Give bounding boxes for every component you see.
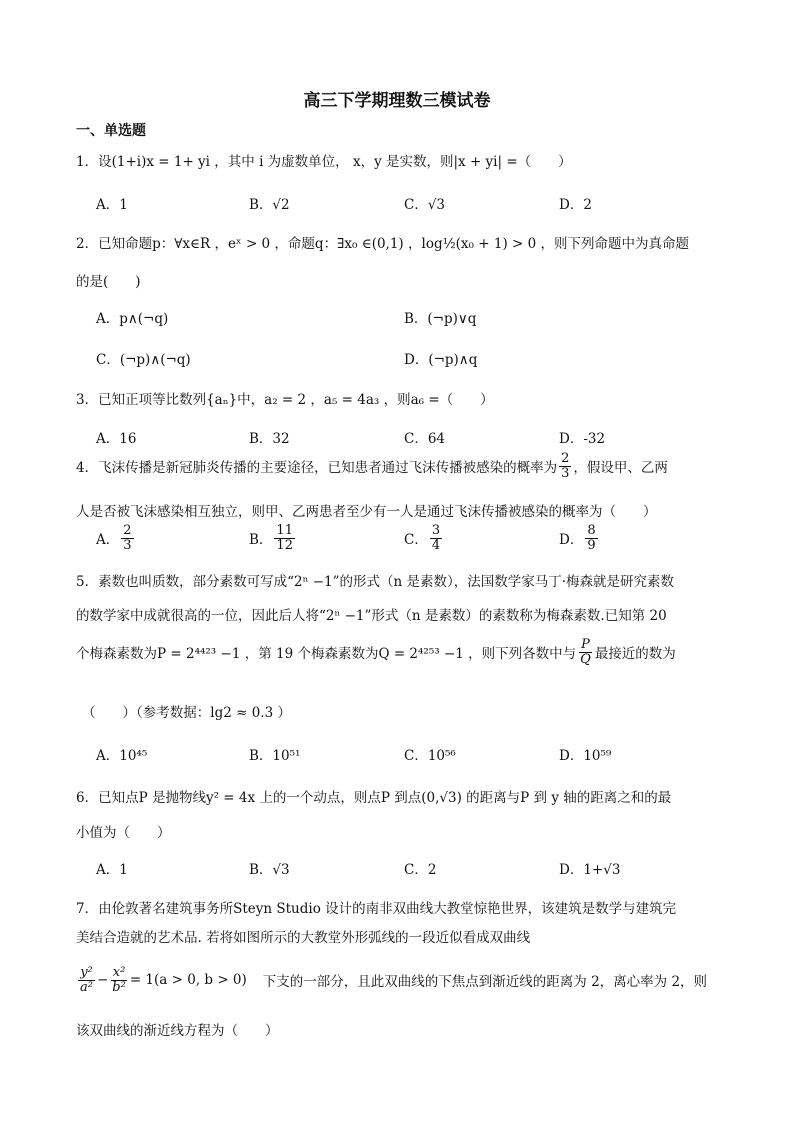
q4-a-num: 2 [123,523,132,538]
question-5-line-3 [76,638,726,666]
question-2-line-1: 2．已知命题p：∀x∈R ，eˣ > 0 ，命题q：∃x₀ ∈(0,1) ，log½(x₀ + 1) > 0 ，则下列命题中为真命题 [76,236,689,252]
q4-option-b-fraction [274,524,295,552]
question-7-line-2: 美结合造就的艺术品. 若将如图所示的大教堂外形弧线的一段近似看成双曲线 [76,930,531,946]
q1-option-b: B．√2 [249,197,290,213]
q6-option-a: A．1 [96,862,128,878]
q2-option-d: D．(¬p)∧q [404,352,478,368]
q3-option-d: D．-32 [559,431,606,447]
q4-a-den: 3 [123,537,132,553]
q1-option-d: D．2 [559,197,592,213]
question-6-line-1: 6．已知点P 是抛物线y² = 4x 上的一个动点，则点P 到点(0,√3) 的距离与P 到 y 轴的距离之和的最 [76,790,672,806]
q4-frac-den: 3 [561,465,570,481]
section-heading: 一、单选题 [76,123,146,139]
q4-option-b-label: B． [249,532,273,549]
q1-option-c: C．√3 [404,197,446,213]
q5-frac-den: Q [580,651,591,667]
q4-b-den: 12 [276,537,293,553]
q3-option-c: C．64 [404,431,446,447]
q4-option-a-label: A． [96,532,120,549]
q5-pq-fraction [578,638,593,666]
q4-c-den: 4 [431,537,441,553]
q3-option-a: A．16 [96,431,137,447]
q4-option-c-fraction [430,524,442,552]
q4-d-num: 8 [587,523,596,538]
q6-option-c: C．2 [404,862,437,878]
question-6-line-2: 小值为（ ） [76,825,171,841]
q7-x-den: b² [112,979,126,995]
q4-b-num: 11 [276,523,293,538]
q7-minus-sign: − [96,972,109,989]
q4-option-c [404,524,444,552]
q4-option-d-label: D． [559,532,584,549]
q5-option-a: A．10⁴⁵ [96,748,148,764]
q7-equation-rest: = 1(a > 0, b > 0) [129,972,247,989]
question-4-line-2: 人是否被飞沫感染相互独立，则甲、乙两患者至少有一人是通过飞沫传播被感染的概率为（ ） [76,504,657,520]
question-1-text: 1．设(1+i)x = 1+ yi ，其中 i 为虚数单位， x，y 是实数，则|x + yi| =（ ） [76,154,572,170]
q1-option-a: A．1 [96,197,128,213]
question-7-line-1: 7．由伦敦著名建筑事务所Steyn Studio 设计的南非双曲线大教堂惊艳世界，该建筑是数学与建筑完 [76,901,677,917]
q4-d-den: 9 [587,537,596,553]
q4-option-d-fraction [585,524,597,552]
q5-option-d: D．10⁵⁹ [559,748,612,764]
question-4-line-1 [76,452,726,480]
q7-hyperbola-equation [76,966,707,994]
q7-x-num: x² [112,965,126,980]
question-3-text: 3．已知正项等比数列{aₙ}中，a₂ = 2 ，a₅ = 4a₃ ，则a₆ =（ ） [76,392,494,408]
question-2-line-2: 的是( ) [76,274,141,290]
q4-option-c-label: C． [404,532,428,549]
q4-line1-part-b: ，假设甲、乙两 [573,460,668,477]
page-title: 高三下学期理数三模试卷 [303,91,491,111]
q6-option-d: D．1+√3 [559,862,621,878]
question-5-line-1: 5．素数也叫质数，部分素数可写成“2ⁿ −1”的形式（n 是素数），法国数学家马丁·梅森就是研究素数 [76,574,675,590]
q5-option-c: C．10⁵⁶ [404,748,456,764]
q4-option-a [96,524,136,552]
q4-probability-fraction [559,452,571,480]
q2-option-a: A．p∧(¬q) [96,311,169,327]
q4-line1-part-a: 4．飞沫传播是新冠肺炎传播的主要途径，已知患者通过飞沫传播被感染的概率为 [76,460,558,477]
question-5-line-4: （ ）（参考数据：lg2 ≈ 0.3 ） [82,705,291,721]
q7-y-den: a² [80,979,93,995]
q4-option-b [249,524,297,552]
question-5-line-2: 的数学家中成就很高的一位，因此后人将“2ⁿ −1”形式（n 是素数）的素数称为梅森素数.已知第 20 [76,608,667,624]
q4-frac-num: 2 [561,451,570,466]
q4-option-d [559,524,600,552]
q6-option-b: B．√3 [249,862,290,878]
q5-frac-num: P [581,637,590,652]
q7-frac-x [110,966,128,994]
q7-line3-text: 下支的一部分，且此双曲线的下焦点到渐近线的距离为 2，离心率为 2，则 [262,974,708,991]
q5-option-b: B．10⁵¹ [249,748,301,764]
q7-frac-y [78,966,95,994]
q5-line3-part-a: 个梅森素数为P = 2⁴⁴²³ −1 ，第 19 个梅森素数为Q = 2⁴²⁵³ −1 ，则下列各数中与 [76,646,577,663]
q7-y-num: y² [80,965,93,980]
q2-option-c: C．(¬p)∧(¬q) [96,352,191,368]
q4-option-a-fraction [121,524,133,552]
q4-c-num: 3 [431,523,441,538]
question-7-line-4: 该双曲线的渐近线方程为（ ） [76,1023,279,1039]
q2-option-b: B．(¬p)∨q [404,311,477,327]
q3-option-b: B．32 [249,431,290,447]
q5-line3-part-b: 最接近的数为 [594,646,676,663]
